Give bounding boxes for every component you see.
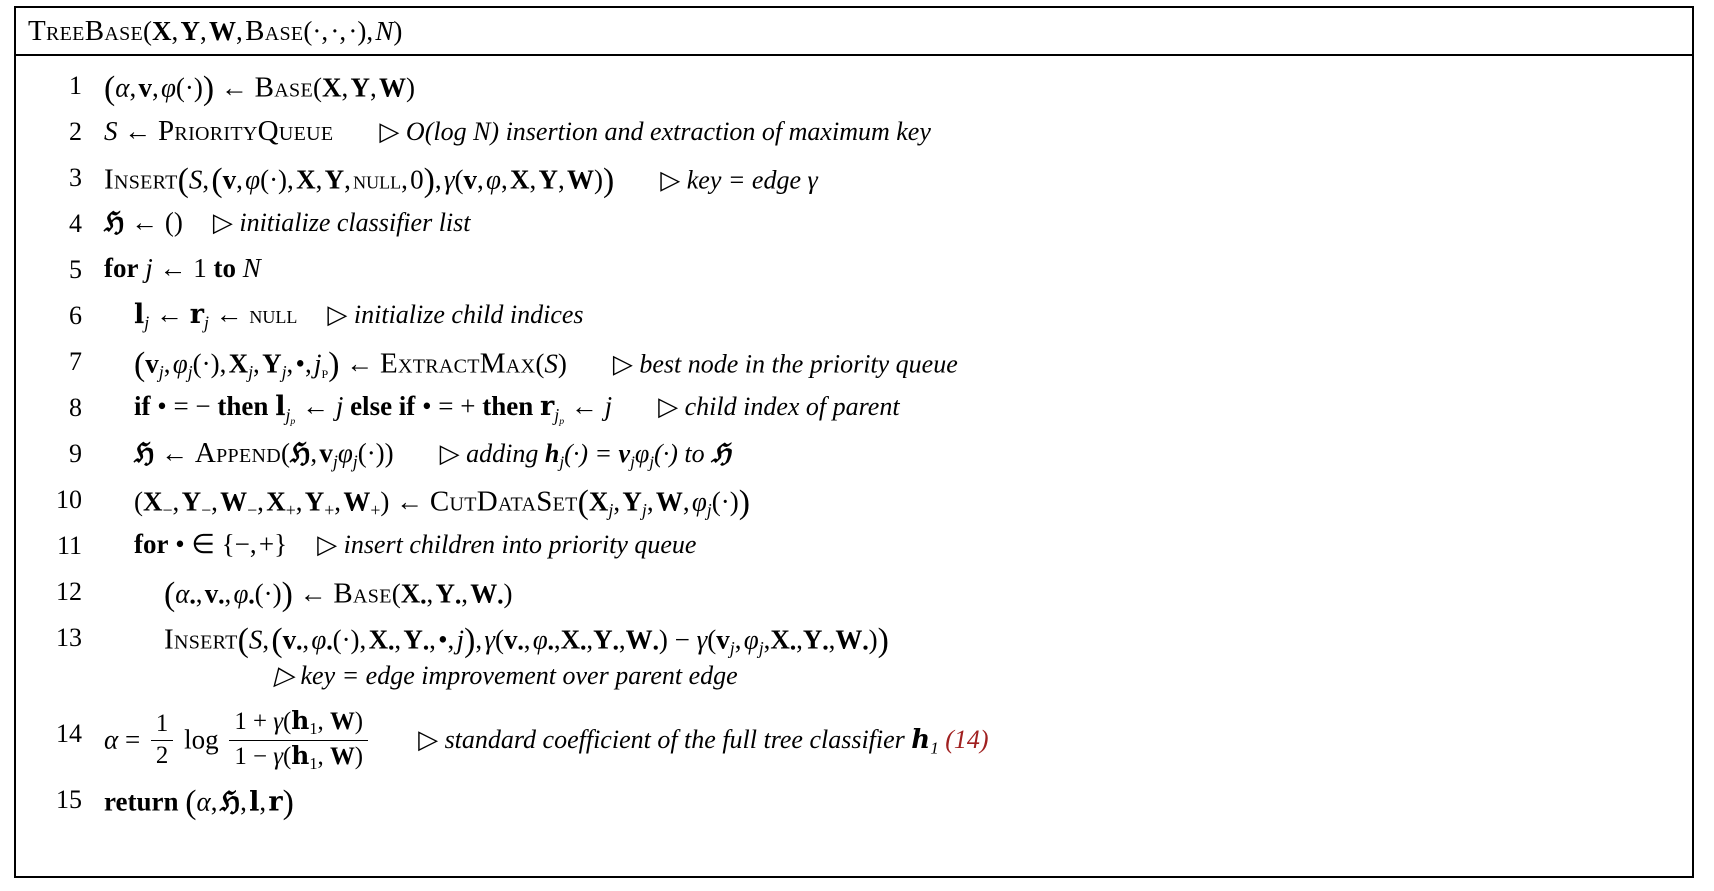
algorithm-line [16, 694, 1692, 780]
line-number: 7 [69, 347, 82, 376]
algorithm-line [16, 112, 1692, 158]
line-number: 10 [56, 485, 82, 514]
line-code: ($\alpha_•$, $v_•$, $\varphi_•(\cdot)$) ← $Base(X_•$, $Y_•$, $W_•$) [164, 576, 513, 613]
line-code: if • = − then $l_{jp}$ ← j else if • = + then $r_{jp}$ ← j ▷ child index of parent [134, 391, 900, 427]
algorithm-line [16, 526, 1692, 572]
algorithm-name: TreeBase [28, 14, 144, 47]
algorithm-line [16, 618, 1692, 694]
algorithm-title [16, 8, 1692, 56]
algorithm-line [16, 572, 1692, 618]
line-code: (α, v, φ(·)) ← Base(X, Y, W) [104, 70, 415, 107]
line-code: ℌ ← () ▷ initialize classifier list [104, 207, 471, 238]
line-code: S ← PriorityQueue ▷ O(log N) insertion and extraction of maximum key [104, 115, 931, 147]
line-number: 4 [69, 209, 82, 238]
algorithm-line [16, 204, 1692, 250]
line-code: ℌ ← Append(ℌ, $v_j\varphi_j(\cdot)$) ▷ adding $h_j(\cdot) = v_j\varphi_j(\cdot)$ to ℌ [134, 437, 731, 472]
line-number: 1 [69, 71, 82, 100]
line-comment: ▷ initialize child indices [327, 300, 584, 329]
algorithm-line [16, 480, 1692, 526]
algorithm-line [16, 66, 1692, 112]
algorithm-line [16, 434, 1692, 480]
algorithm-line [16, 296, 1692, 342]
line-code: ($v_j$, $\varphi_j(\cdot)$, $X_j$, $Y_j$, •, $j_p$) ← ExtractMax(S) ▷ best node in the priority queue [134, 346, 958, 383]
line-code: for j ← 1 to N [104, 253, 261, 283]
line-code: Insert(S, ($v_•$, $\varphi_•(\cdot)$, $X_•$, $Y_•$, •, j), $\gamma(v_•$, $\varphi_•,X_•,Y_•,W_•) - \gamma(v_j$, $\varphi_j,X_•,Y_•,W_•$)) ▷ key = edge improvement over parent edge [104, 618, 1692, 692]
algorithm-line [16, 780, 1692, 826]
line-comment: ▷ adding $h_j(\cdot) = v_j\varphi_j(\cdot)$ to ℌ [439, 439, 731, 472]
line-number: 5 [69, 255, 82, 284]
line-code: $l_j$ ← $r_j$ ← null ▷ initialize child indices [134, 299, 584, 333]
algorithm-line [16, 158, 1692, 204]
line-number: 14 [56, 719, 82, 748]
equation-reference: (14) [945, 725, 989, 755]
line-number: 3 [69, 163, 82, 192]
line-code: α = $\frac{1}{2}$ log $\frac{1 + \gamma(h_1, W)}{1 - \gamma(h_1, W)}$ ▷ standard coefficient of the full tree classifier $h_1$ (14) [104, 706, 989, 773]
line-comment: ▷ standard coefficient of the full tree classifier $h_1$ (14) [418, 725, 989, 758]
line-code: Insert(S, (v, φ(·), X, Y, null, 0), γ(v, φ, X, Y, W)) ▷ key = edge γ [104, 162, 818, 199]
line-number: 2 [69, 117, 82, 146]
line-comment: ▷ insert children into priority queue [317, 530, 697, 559]
algorithm-box [14, 6, 1694, 878]
algorithm-body [16, 56, 1692, 826]
line-number: 12 [56, 577, 82, 606]
line-comment: ▷ key = edge γ [660, 165, 818, 195]
line-code: ($X_-$, $Y_-$, $W_-$, $X_+$, $Y_+$, $W_+$) ← $CutDataSet(X_j$, $Y_j$, W, $\varphi_j(\cdot)$) [134, 484, 750, 521]
line-code: for • ∈ {−, +} ▷ insert children into priority queue [134, 529, 697, 559]
line-code: return (α, ℌ, l, r) [104, 784, 294, 821]
line-number: 6 [69, 301, 82, 330]
line-comment: ▷ initialize classifier list [212, 208, 471, 237]
algorithm-line [16, 250, 1692, 296]
line-comment: ▷ best node in the priority queue [612, 349, 958, 379]
algorithm-line [16, 342, 1692, 388]
line-comment: ▷ O(log N) insertion and extraction of maximum key [379, 117, 931, 146]
line-number: 13 [56, 623, 82, 652]
line-comment: ▷ child index of parent [658, 392, 900, 421]
line-number: 15 [56, 785, 82, 814]
line-number: 8 [69, 393, 82, 422]
line-comment: ▷ key = edge improvement over parent edge [274, 660, 738, 690]
line-number: 9 [69, 439, 82, 468]
algorithm-signature: (X, Y, W, Base(·, ·, ·), N) [143, 14, 403, 47]
algorithm-line [16, 388, 1692, 434]
line-number: 11 [56, 531, 82, 560]
